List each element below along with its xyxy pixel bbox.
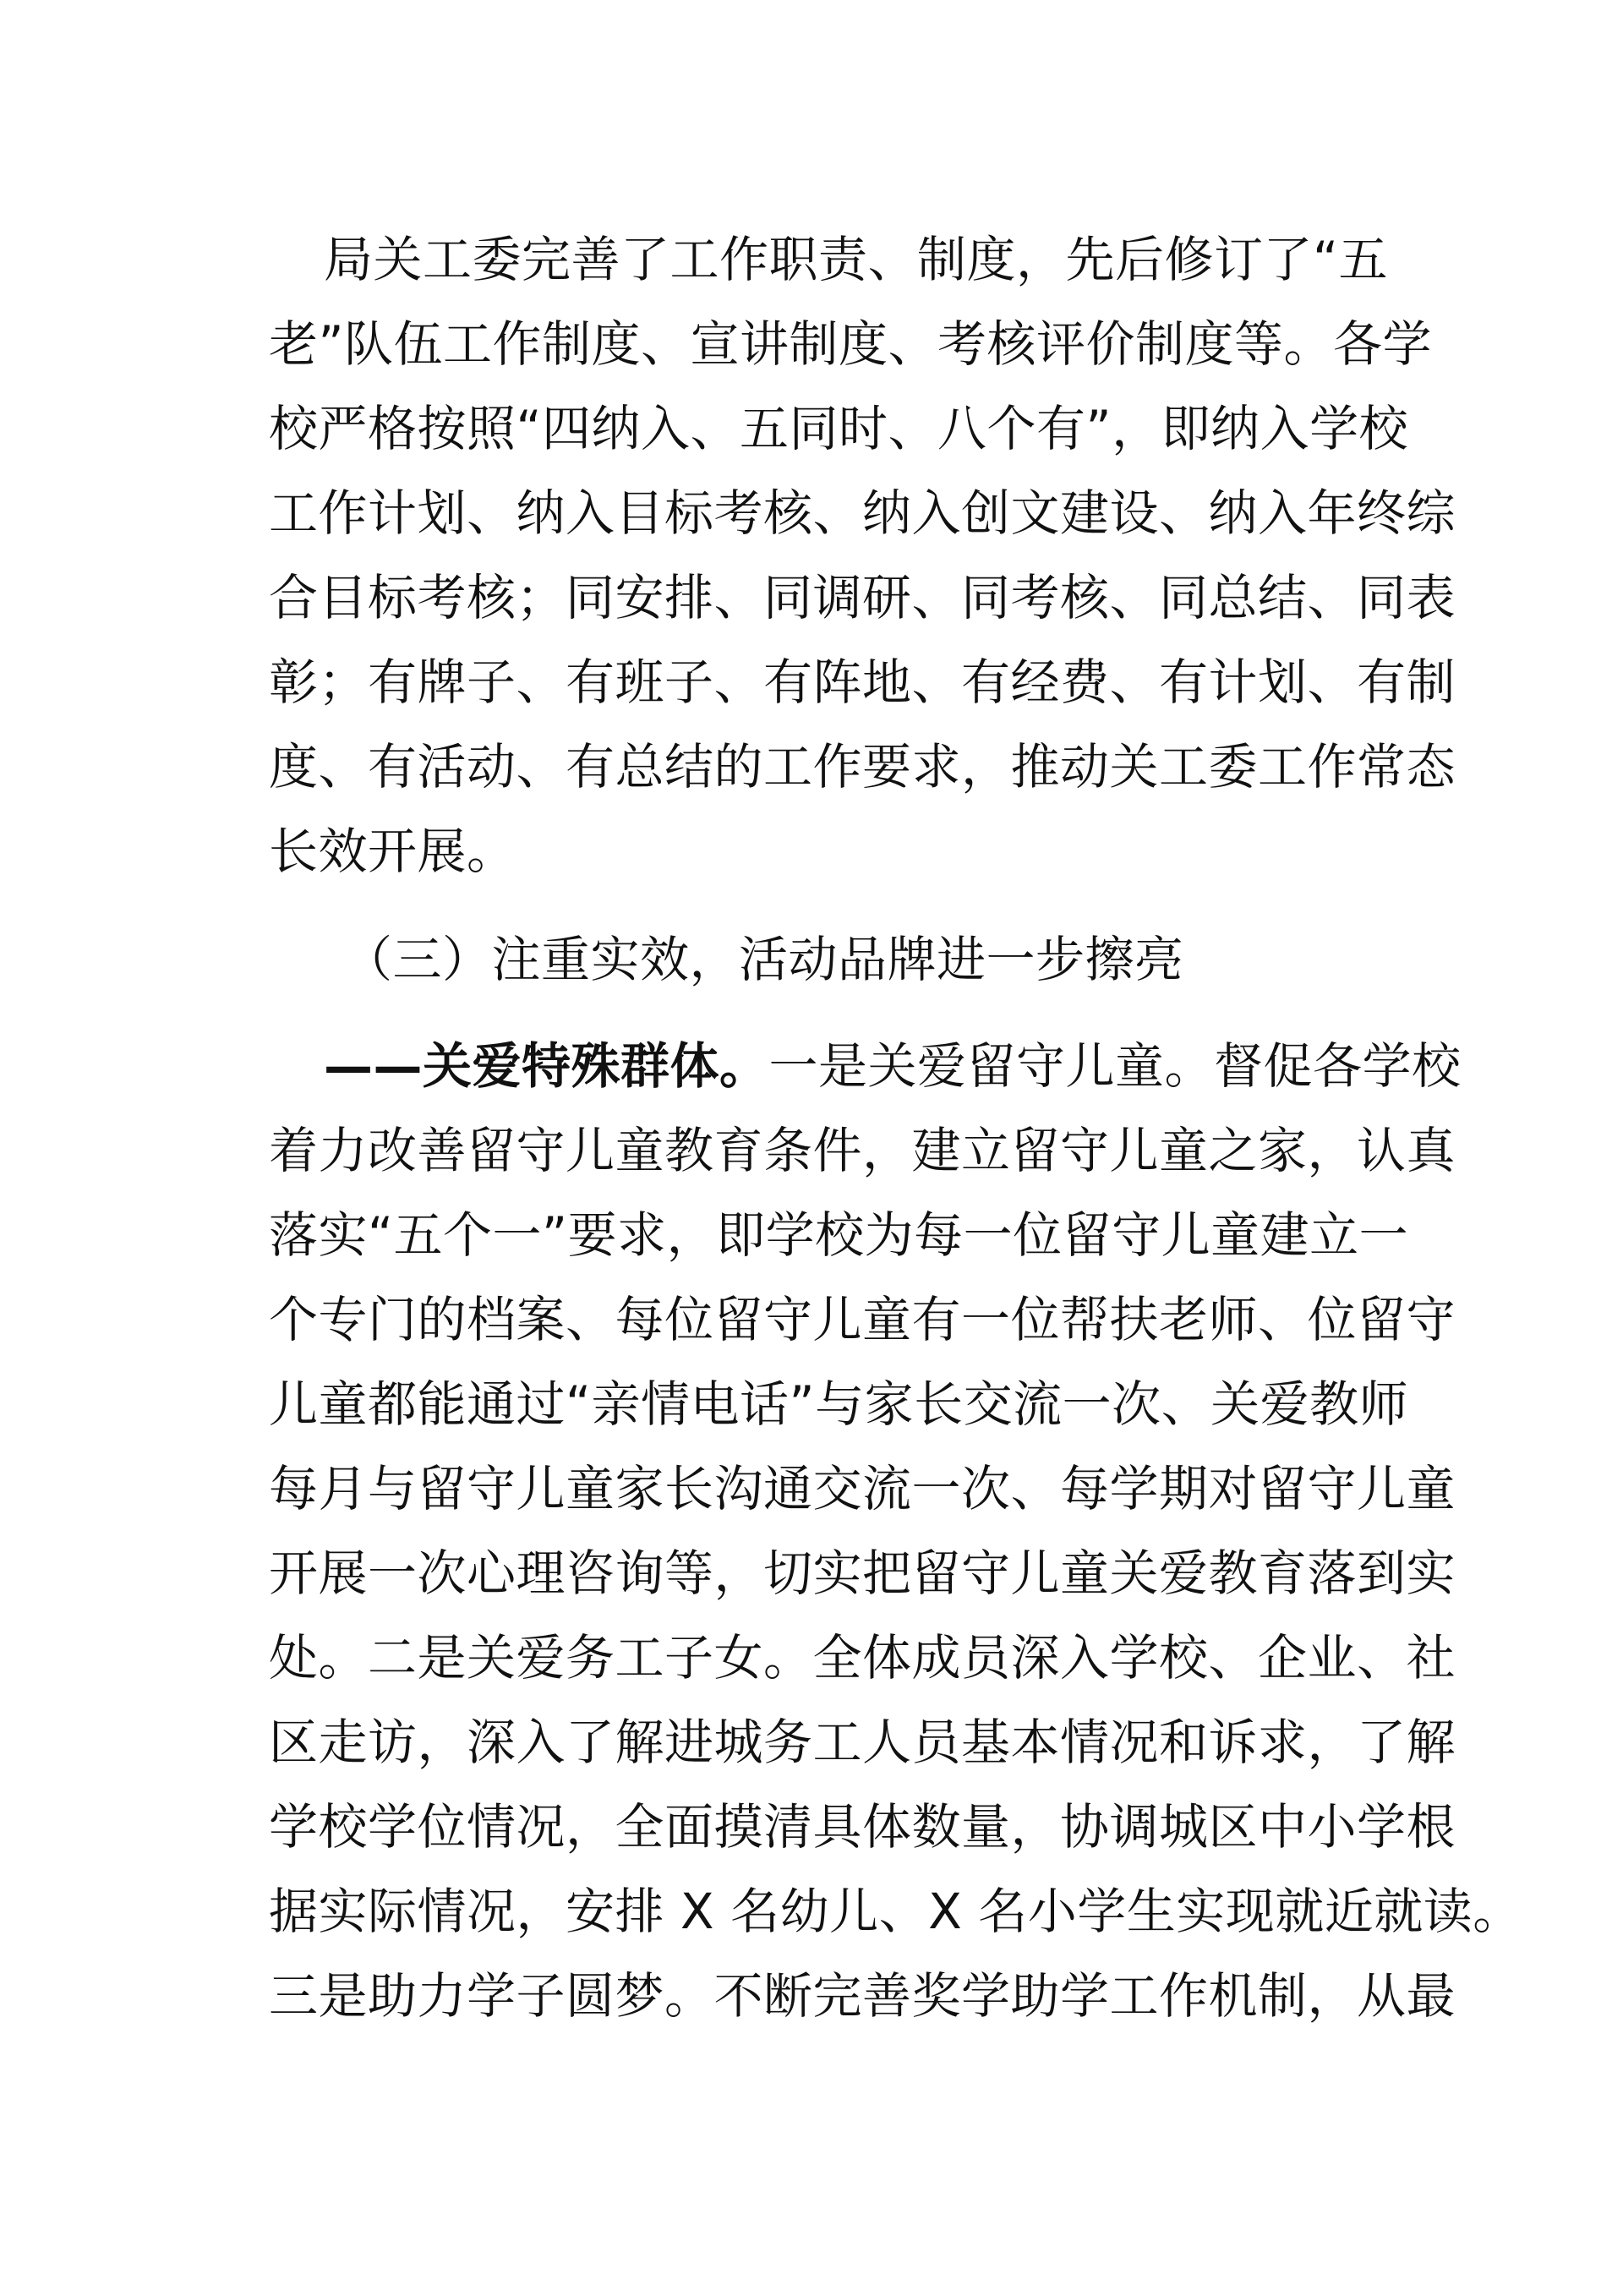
paragraph-1-line-6: 彰；有牌子、有班子、有阵地、有经费、有计划、有制	[269, 653, 1456, 711]
section-heading: （三）注重实效，活动品牌进一步擦亮	[343, 931, 1184, 988]
paragraph-2-line-6: 每月与留守儿童家长沟通交流一次、每学期对留守儿童	[269, 1460, 1456, 1517]
bold-lead: ——关爱特殊群体。	[324, 1037, 769, 1095]
paragraph-2-line-8: 处。二是关爱务工子女。全体成员深入学校、企业、社	[269, 1629, 1456, 1686]
paragraph-2-line-1	[324, 1036, 1462, 1096]
paragraph-2-line-7: 开展一次心理咨询等，切实把留守儿童关爱教育落到实	[269, 1544, 1456, 1602]
paragraph-2-line-9: 区走访，深入了解进城务工人员基本情况和诉求，了解	[269, 1714, 1456, 1771]
paragraph-1-line-8: 长效开展。	[269, 823, 516, 880]
paragraph-2-line-2: 着力改善留守儿童教育条件，建立留守儿童之家，认真	[269, 1122, 1456, 1179]
paragraph-2-line-1-rest: 一是关爱留守儿童。督促各学校	[768, 1037, 1462, 1095]
paragraph-2-line-3: 落实“五个一”要求，即学校为每一位留守儿童建立一	[269, 1206, 1409, 1264]
paragraph-2-line-10: 学校学位情况，全面摸清具体数量，协调城区中小学根	[269, 1798, 1456, 1856]
paragraph-1-line-5: 合目标考核；同安排、同调研、同考核、同总结、同表	[269, 569, 1456, 626]
paragraph-1-line-3: 校严格按照“四纳入、五同时、八个有”，即纳入学校	[269, 400, 1409, 457]
paragraph-2-line-12: 三是助力学子圆梦。不断完善奖学助学工作机制，从最	[269, 1967, 1456, 2025]
paragraph-2-line-4: 个专门的档案、每位留守儿童有一位帮扶老师、位留守	[269, 1291, 1456, 1348]
paragraph-1-line-1: 局关工委完善了工作职责、制度，先后修订了“五	[324, 231, 1389, 288]
paragraph-2-line-11: 据实际情况，安排 X 名幼儿、X 名小学生实现就近就读。	[269, 1883, 1522, 1940]
paragraph-1-line-4: 工作计划、纳入目标考核、纳入创文建设、纳入年终综	[269, 484, 1456, 542]
paragraph-1-line-7: 度、有活动、有总结的工作要求，推动关工委工作常态	[269, 738, 1456, 795]
paragraph-1-line-2: 老”队伍工作制度、宣讲制度、考核评价制度等。各学	[269, 315, 1433, 373]
paragraph-2-line-5: 儿童都能通过“亲情电话”与家长交流一次、关爱教师	[269, 1375, 1409, 1433]
